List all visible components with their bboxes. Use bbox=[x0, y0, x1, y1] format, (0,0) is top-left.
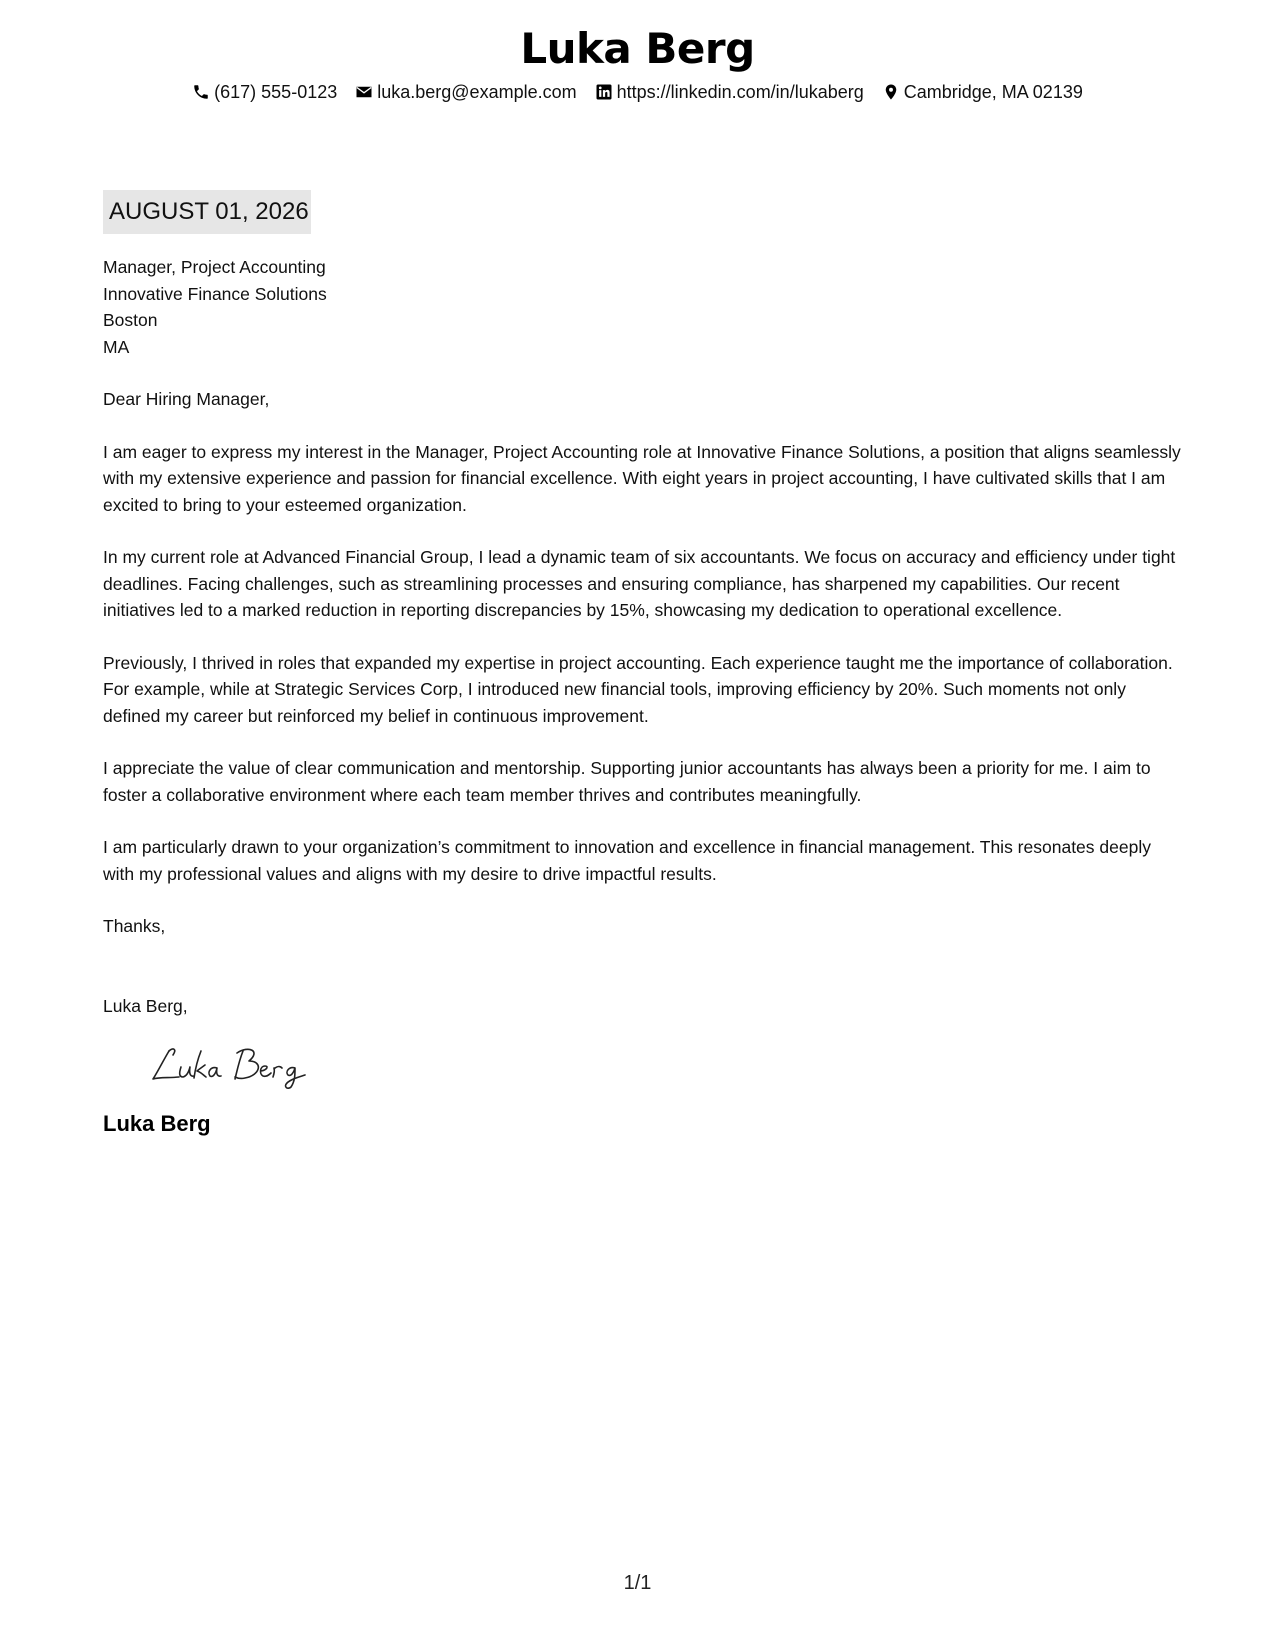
linkedin-link[interactable]: https://linkedin.com/in/lukaberg bbox=[616, 82, 864, 102]
envelope-icon bbox=[355, 83, 373, 101]
linkedin-icon bbox=[595, 83, 613, 101]
contact-linkedin[interactable] bbox=[595, 80, 864, 104]
letter-header bbox=[0, 22, 1275, 104]
paragraph-3: Previously, I thrived in roles that expanded my expertise in project accounting. Each experience taught me the importance of collaboration. For example, while at Strategic Services Corp, I introduced new financial tools, improving efficiency by 20%. Such moments not only defined my career but reinforced my belief in continuous improvement. bbox=[103, 652, 1173, 726]
recipient-block bbox=[103, 254, 1183, 360]
applicant-name: Luka Berg bbox=[520, 24, 755, 73]
letter-date: AUGUST 01, 2026 bbox=[103, 190, 311, 234]
paragraph-1: I am eager to express my interest in the Manager, Project Accounting role at Innovative Finance Solutions, a position that aligns seamlessly with my extensive experience and passion for financial excellence. With eight years in project accounting, I have cultivated skills that I am excited to bring to your esteemed organization. bbox=[103, 441, 1181, 515]
contact-phone bbox=[192, 80, 337, 104]
contact-location bbox=[882, 80, 1083, 104]
signer-name: Luka Berg bbox=[103, 1111, 211, 1136]
location-text: Cambridge, MA 02139 bbox=[903, 82, 1083, 102]
recipient-city: Boston bbox=[103, 310, 158, 330]
recipient-state: MA bbox=[103, 336, 130, 357]
salutation: Dear Hiring Manager, bbox=[103, 389, 270, 409]
phone-icon bbox=[192, 83, 210, 101]
letter-body bbox=[103, 190, 1183, 1139]
recipient-company: Innovative Finance Solutions bbox=[103, 283, 327, 304]
page-number: 1/1 bbox=[623, 1572, 652, 1594]
recipient-title: Manager, Project Accounting bbox=[103, 257, 326, 277]
map-pin-icon bbox=[882, 83, 900, 101]
contact-email[interactable] bbox=[355, 80, 576, 104]
paragraph-4: I appreciate the value of clear communication and mentorship. Supporting junior accountants has always been a priority for me. I aim to foster a collaborative environment where each team member thrives and contributes meaningfully. bbox=[103, 758, 1151, 805]
contact-bar bbox=[0, 80, 1275, 104]
email-link[interactable]: luka.berg@example.com bbox=[377, 82, 577, 102]
paragraph-5: I am particularly drawn to your organization’s commitment to innovation and excellence in financial management. This resonates deeply with my professional values and aligns with my desire to drive impactful results. bbox=[103, 837, 1151, 884]
phone-text: (617) 555-0123 bbox=[214, 82, 338, 102]
signoff: Luka Berg, bbox=[103, 995, 188, 1016]
handwritten-signature bbox=[149, 1041, 319, 1091]
paragraph-2: In my current role at Advanced Financial Group, I lead a dynamic team of six accountants. We focus on accuracy and efficiency under tight deadlines. Facing challenges, such as streamlining processes and ensuring compliance, has sharpened my capabilities. Our recent initiatives led to a marked reduction in reporting discrepancies by 15%, showcasing my dedication to operational excellence. bbox=[103, 547, 1176, 620]
closing: Thanks, bbox=[103, 916, 166, 936]
